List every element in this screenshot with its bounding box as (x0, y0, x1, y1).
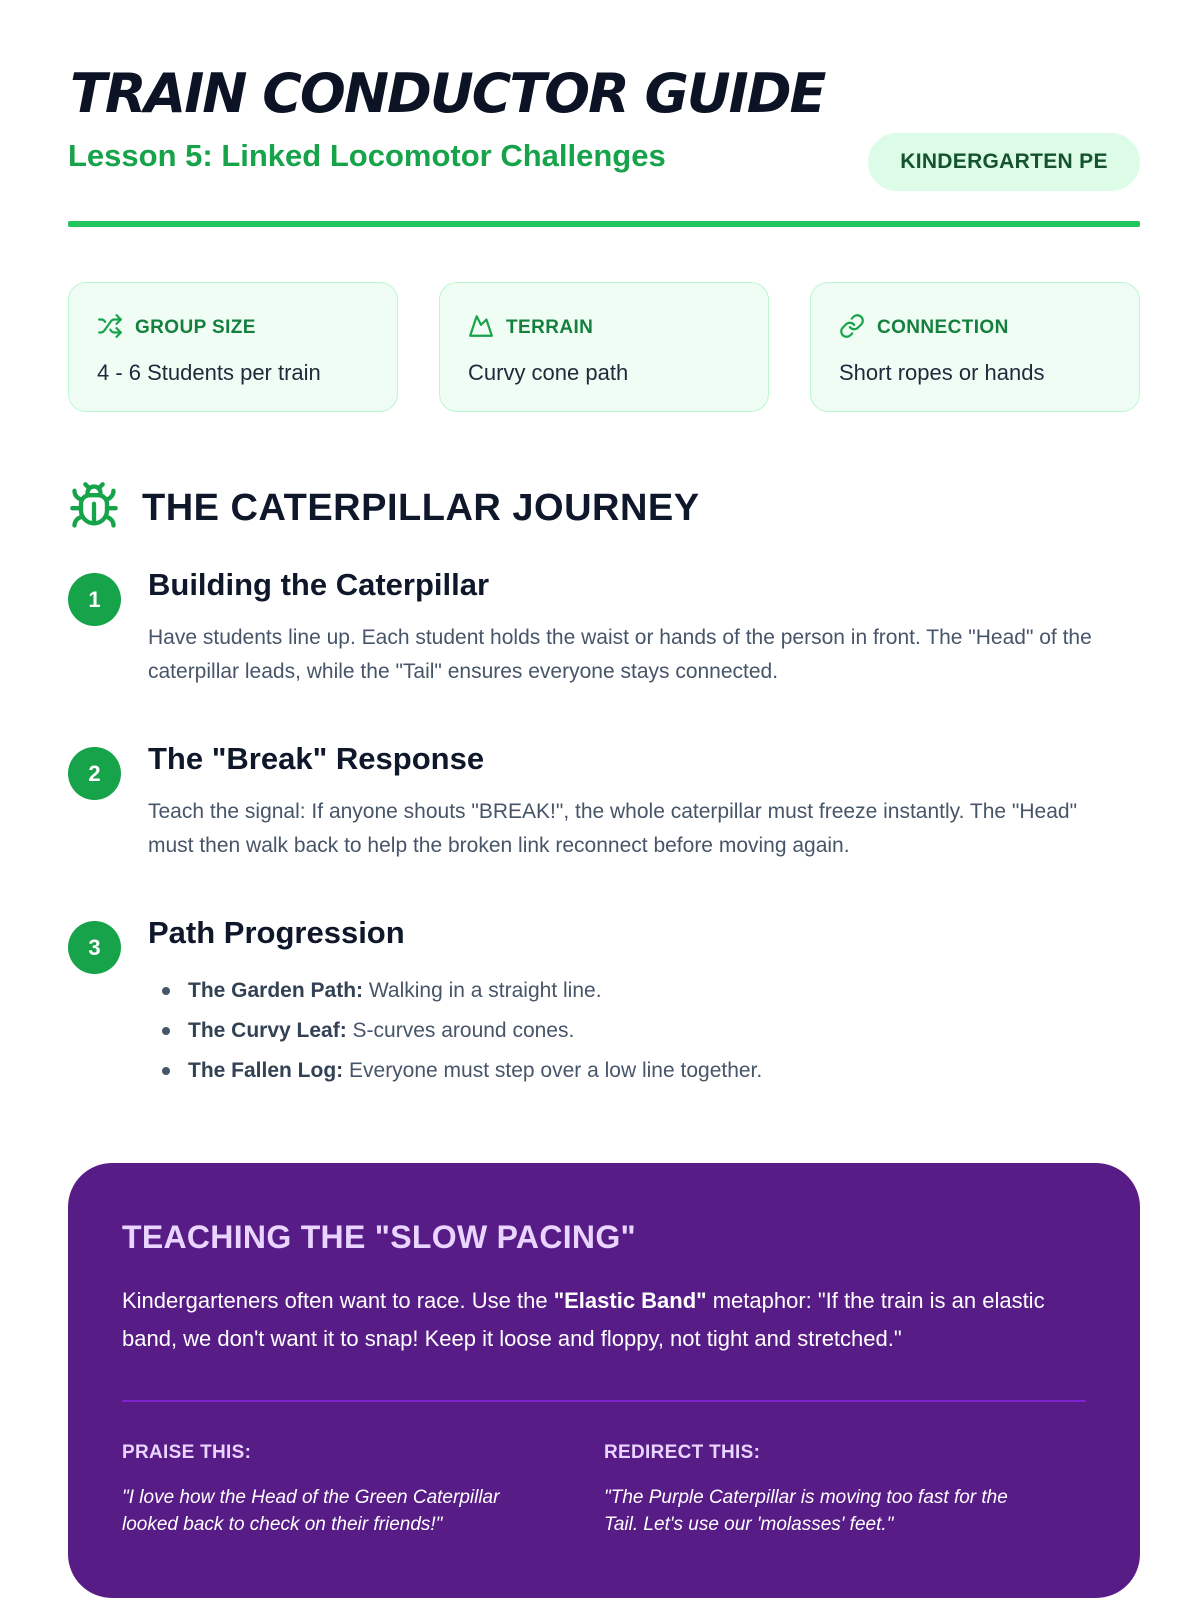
path-list (148, 971, 762, 1091)
path-description: Everyone must step over a low line together. (343, 1059, 763, 1082)
step-number: 3 (68, 921, 121, 974)
step-title: Path Progression (148, 915, 405, 950)
praise-column (122, 1442, 604, 1538)
callout-emphasis: "Elastic Band" (553, 1288, 707, 1313)
redirect-column (604, 1442, 1086, 1538)
redirect-label: REDIRECT THIS: (604, 1442, 761, 1463)
info-card-value: Curvy cone path (468, 360, 629, 385)
info-card-group-size (68, 282, 398, 412)
step-description: Have students line up. Each student holds the waist or hands of the person in front. The "Head" of the caterpillar leads, while the "Tail" ensures everyone stays connected. (148, 626, 1092, 683)
step-number: 2 (68, 747, 121, 800)
path-name: The Curvy Leaf: (188, 1019, 347, 1042)
path-description: S-curves around cones. (346, 1019, 575, 1042)
section-title: THE CATERPILLAR JOURNEY (142, 486, 700, 529)
step-description: Teach the signal: If anyone shouts "BREAK!", the whole caterpillar must freeze instantly. The "Head" must then walk back to help the broken link reconnect before moving again. (148, 800, 1078, 857)
list-item (148, 1011, 762, 1051)
path-description: Walking in a straight line. (363, 979, 602, 1002)
link-icon (839, 313, 865, 343)
info-card-terrain (439, 282, 769, 412)
bug-icon (68, 480, 120, 536)
praise-label: PRAISE THIS: (122, 1442, 252, 1463)
info-card-value: 4 - 6 Students per train (97, 360, 321, 385)
list-item (148, 971, 762, 1011)
page-title: TRAIN CONDUCTOR GUIDE (70, 62, 825, 125)
callout-title: TEACHING THE "SLOW PACING" (122, 1219, 636, 1255)
info-cards (68, 282, 1140, 412)
section-heading (68, 480, 700, 536)
shuffle-icon (97, 313, 123, 343)
callout-divider (122, 1400, 1086, 1402)
list-item (148, 1051, 762, 1091)
grade-badge: KINDERGARTEN PE (868, 133, 1140, 191)
callout-columns (122, 1442, 1086, 1538)
info-card-connection (810, 282, 1140, 412)
mountain-icon (468, 313, 494, 343)
praise-quote: "I love how the Head of the Green Caterpillar looked back to check on their friends!" (122, 1487, 500, 1535)
callout-text: Kindergarteners often want to race. Use the (122, 1288, 554, 1313)
step-number: 1 (68, 573, 121, 626)
info-card-label: CONNECTION (877, 317, 1009, 338)
path-name: The Garden Path: (188, 979, 364, 1002)
header-divider (68, 221, 1140, 227)
step-title: Building the Caterpillar (148, 567, 490, 602)
redirect-quote: "The Purple Caterpillar is moving too fast for the Tail. Let's use our 'molasses' feet." (604, 1487, 1008, 1535)
callout-text: metaphor: "If the train is an elastic band, we don't want it to snap! Keep it loose and floppy, not tight and stretched." (122, 1288, 1045, 1351)
step-title: The "Break" Response (148, 741, 485, 776)
slow-pacing-callout (68, 1163, 1140, 1598)
info-card-label: GROUP SIZE (135, 317, 256, 338)
info-card-value: Short ropes or hands (839, 360, 1045, 385)
lesson-subtitle: Lesson 5: Linked Locomotor Challenges (68, 138, 666, 173)
path-name: The Fallen Log: (188, 1059, 344, 1082)
info-card-label: TERRAIN (506, 317, 594, 338)
callout-body (122, 1282, 1082, 1358)
